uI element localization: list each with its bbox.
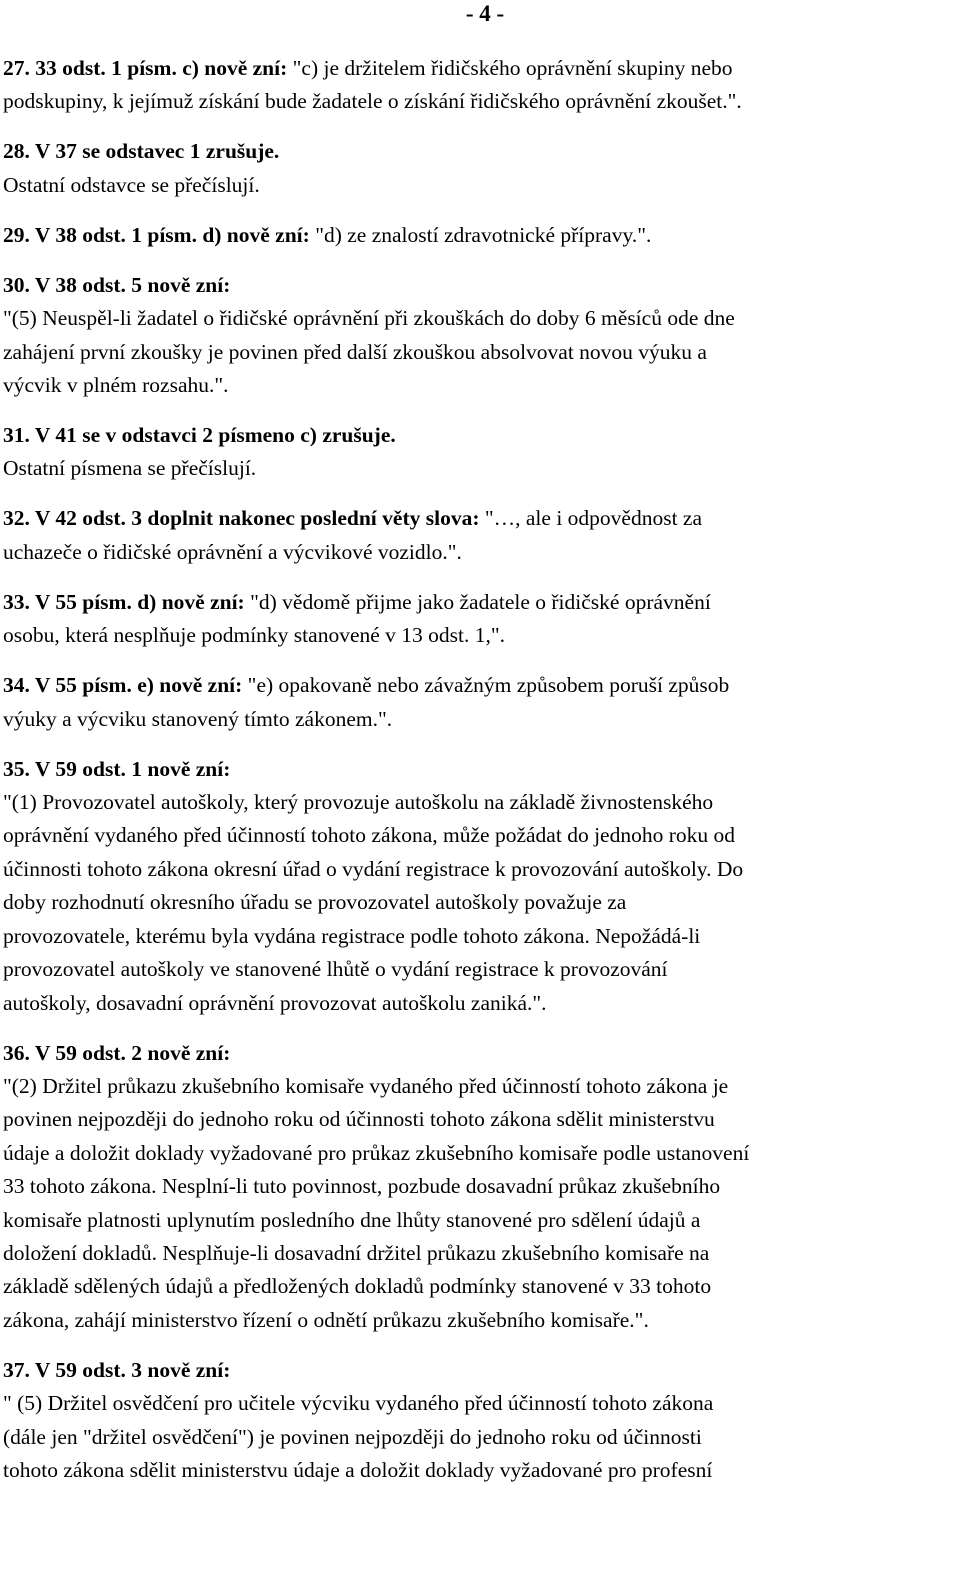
text-line — [3, 452, 955, 485]
amendment-text: účinnosti tohoto zákona okresní úřad o vydání registrace k provozování autoškoly. Do — [3, 856, 744, 881]
amendment-text: "c) je držitelem řidičského oprávnění skupiny nebo — [287, 56, 733, 80]
amendment-text: "…, ale i odpovědnost za — [479, 506, 703, 531]
text-line — [3, 536, 955, 569]
amendment-text: podskupiny, k jejímuž získání bude žadatele o získání řidičského oprávnění zkoušet.". — [3, 89, 742, 114]
text-line — [3, 1270, 955, 1303]
text-line — [3, 1137, 955, 1170]
amendment-text: doložení dokladů. Nesplňuje-li dosavadní držitel průkazu zkušebního komisaře na — [3, 1240, 710, 1265]
text-line — [3, 1070, 955, 1103]
amendment-text: Ostatní písmena se přečíslují. — [3, 456, 257, 481]
amendment-item — [3, 419, 955, 486]
text-line — [3, 753, 955, 786]
amendment-item — [3, 753, 955, 1020]
text-line — [3, 619, 955, 652]
text-line — [3, 1103, 955, 1136]
text-line — [3, 1170, 955, 1203]
amendment-heading: 29. V 38 odst. 1 písm. d) nově zní: — [3, 222, 310, 247]
amendment-text: oprávnění vydaného před účinností tohoto zákona, může požádat do jednoho roku od — [3, 823, 735, 848]
amendment-text: 33 tohoto zákona. Nesplní-li tuto povinnost, pozbude dosavadní průkaz zkušebního — [3, 1174, 721, 1199]
amendment-item — [3, 502, 955, 569]
amendment-item — [3, 1037, 955, 1338]
text-line — [3, 135, 955, 168]
amendment-text: (dále jen "držitel osvědčení") je povinen nejpozději do jednoho roku od účinnosti — [3, 1424, 702, 1449]
amendment-text: "(5) Neuspěl-li žadatel o řidičské oprávnění při zkouškách do doby 6 měsíců ode dne — [3, 306, 735, 331]
amendment-heading: 32. V 42 odst. 3 doplnit nakonec poslední věty slova: — [3, 506, 480, 531]
text-line — [3, 219, 955, 252]
amendment-heading: 34. V 55 písm. e) nově zní: — [3, 673, 243, 698]
amendment-text: zahájení první zkoušky je povinen před další zkouškou absolvovat novou výuku a — [3, 339, 707, 364]
amendment-text: provozovatel autoškoly ve stanovené lhůtě o vydání registrace k provozování — [3, 957, 668, 982]
text-line — [3, 853, 955, 886]
amendment-item — [3, 135, 955, 202]
text-line — [3, 1421, 955, 1454]
text-line — [3, 419, 955, 452]
text-line — [3, 1354, 955, 1387]
text-line — [3, 52, 955, 85]
text-line — [3, 920, 955, 953]
amendment-item — [3, 1354, 955, 1488]
text-line — [3, 703, 955, 736]
amendment-item — [3, 269, 955, 403]
text-line — [3, 819, 955, 852]
text-line — [3, 953, 955, 986]
amendment-heading: 30. V 38 odst. 5 nově zní: — [3, 272, 231, 297]
text-line — [3, 1237, 955, 1270]
amendment-text: zákona, zahájí ministerstvo řízení o odnětí průkazu zkušebního komisaře.". — [3, 1307, 649, 1332]
amendment-text: povinen nejpozději do jednoho roku od účinnosti tohoto zákona sdělit ministerstvu — [3, 1107, 715, 1132]
amendment-text: tohoto zákona sdělit ministerstvu údaje a doložit doklady vyžadované pro profesní — [3, 1457, 713, 1482]
amendment-item — [3, 586, 955, 653]
text-line — [3, 886, 955, 919]
amendment-heading: 27. 33 odst. 1 písm. c) nově zní: — [3, 56, 288, 80]
text-line — [3, 302, 955, 335]
amendment-text: Ostatní odstavce se přečíslují. — [3, 172, 260, 197]
page-number: - 4 - — [465, 1, 505, 26]
text-line — [3, 85, 955, 118]
amendment-heading: 37. V 59 odst. 3 nově zní: — [3, 1357, 231, 1382]
amendment-text: provozovatele, kterému byla vydána registrace podle tohoto zákona. Nepožádá-li — [3, 923, 701, 948]
amendment-text: výuky a výcviku stanovený tímto zákonem.". — [3, 706, 393, 731]
amendment-text: "(1) Provozovatel autoškoly, který provozuje autoškolu na základě živnostenského — [3, 790, 714, 815]
amendment-heading: 31. V 41 se v odstavci 2 písmeno c) zrušuje. — [3, 423, 396, 448]
text-line — [3, 987, 955, 1020]
text-line — [3, 669, 955, 702]
amendment-item — [3, 52, 955, 119]
text-line — [3, 369, 955, 402]
amendment-heading: 35. V 59 odst. 1 nově zní: — [3, 756, 231, 781]
text-line — [3, 269, 955, 302]
text-line — [3, 1204, 955, 1237]
amendment-text: "e) opakovaně nebo závažným způsobem poruší způsob — [242, 673, 730, 698]
amendment-text: doby rozhodnutí okresního úřadu se provozovatel autoškoly považuje za — [3, 890, 627, 915]
document-body — [3, 52, 955, 1504]
text-line — [3, 786, 955, 819]
amendment-text: výcvik v plném rozsahu.". — [3, 373, 229, 398]
amendment-text: "(2) Držitel průkazu zkušebního komisaře vydaného před účinností tohoto zákona je — [3, 1073, 729, 1098]
amendment-text: " (5) Držitel osvědčení pro učitele výcviku vydaného před účinností tohoto zákona — [3, 1391, 714, 1416]
amendment-heading: 36. V 59 odst. 2 nově zní: — [3, 1040, 231, 1065]
amendment-text: osobu, která nesplňuje podmínky stanovené v 13 odst. 1,". — [3, 623, 506, 648]
text-line — [3, 1454, 955, 1487]
amendment-item — [3, 219, 955, 252]
text-line — [3, 502, 955, 535]
amendment-text: uchazeče o řidičské oprávnění a výcvikové vozidlo.". — [3, 539, 462, 564]
amendment-heading: 33. V 55 písm. d) nově zní: — [3, 589, 245, 614]
text-line — [3, 1037, 955, 1070]
text-line — [3, 1304, 955, 1337]
amendment-heading: 28. V 37 se odstavec 1 zrušuje. — [3, 139, 280, 164]
amendment-text: údaje a doložit doklady vyžadované pro průkaz zkušebního komisaře podle ustanovení — [3, 1140, 750, 1165]
amendment-text: "d) ze znalostí zdravotnické přípravy.". — [309, 222, 652, 247]
amendment-text: autoškoly, dosavadní oprávnění provozovat autoškolu zaniká.". — [3, 990, 547, 1015]
text-line — [3, 336, 955, 369]
amendment-text: komisaře platnosti uplynutím posledního dne lhůty stanovené pro sdělení údajů a — [3, 1207, 701, 1232]
text-line — [3, 586, 955, 619]
amendment-text: "d) vědomě přijme jako žadatele o řidičské oprávnění — [244, 589, 711, 614]
amendment-item — [3, 669, 955, 736]
text-line — [3, 1387, 955, 1420]
text-line — [3, 169, 955, 202]
amendment-text: základě sdělených údajů a předložených dokladů podmínky stanovené v 33 tohoto — [3, 1274, 712, 1299]
